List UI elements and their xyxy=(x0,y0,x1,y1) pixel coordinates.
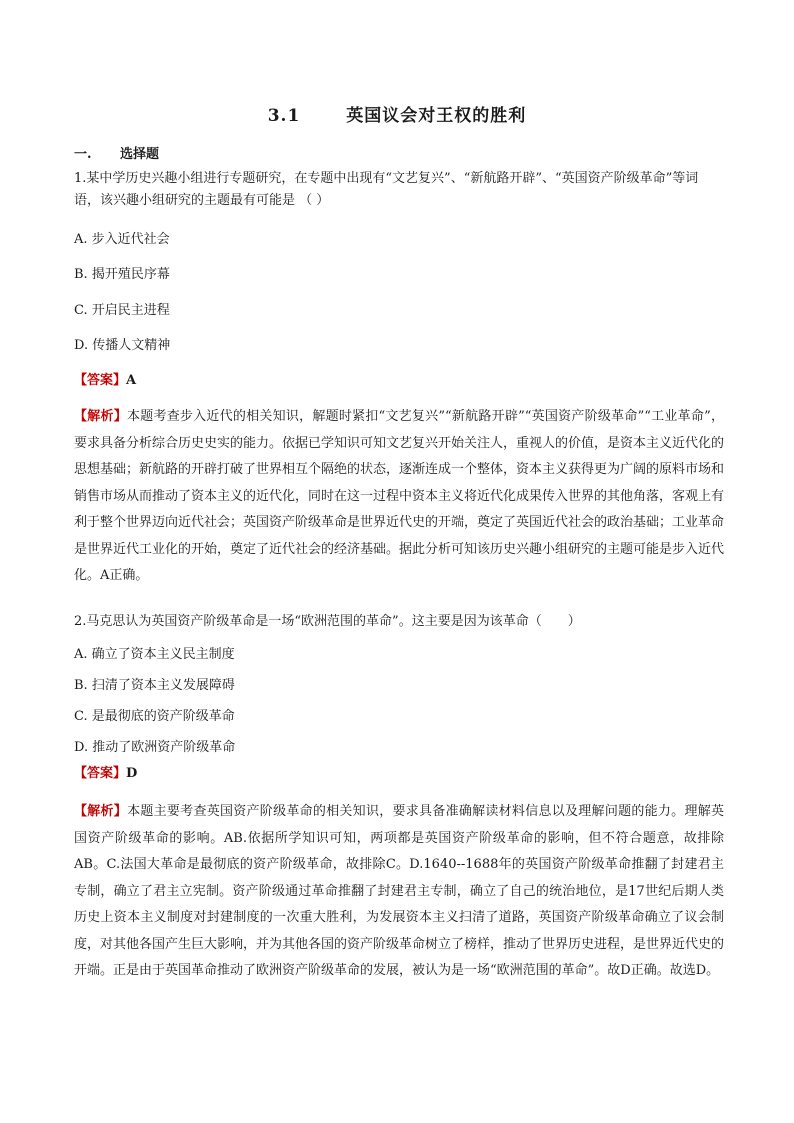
question-2-answer xyxy=(74,763,724,785)
question-1-option-c: C. 开启民主进程 xyxy=(74,303,170,318)
question-1-analysis xyxy=(74,404,724,590)
analysis-tag: 【解析】 xyxy=(74,804,128,819)
title-text: 英国议会对王权的胜利 xyxy=(346,106,527,126)
section-heading xyxy=(74,146,159,164)
answer-tag: 【答案】 xyxy=(74,373,127,388)
analysis-tag: 【解析】 xyxy=(74,409,127,424)
question-1-option-a: A. 步入近代社会 xyxy=(74,232,170,247)
question-1-answer xyxy=(74,370,724,392)
question-2-option-d: D. 推动了欧洲资产阶级革命 xyxy=(74,740,236,755)
title-number: 3.1 xyxy=(267,106,301,126)
question-2-option-c: C. 是最彻底的资产阶级革命 xyxy=(74,709,235,724)
question-2-option-b: B. 扫清了资本主义发展障碍 xyxy=(74,678,235,693)
section-label: 选择题 xyxy=(120,147,160,162)
analysis-text: 本题考查步入近代的相关知识，解题时紧扣“文艺复兴”“新航路开辟”“英国资产阶级革命”“工业革命”，要求具备分析综合历史史实的能力。依据已学知识可知文艺复兴开始关注人，重视人的价值，是资本主义近代化的思想基础；新航路的开辟打破了世界相互个隔绝的状态，逐渐连成一个整体，资本主义获得更为广阔的原料市场和销售市场从而推动了资本主义的近代化，同时在这一过程中资本主义将近代化成果传入世界的其他角落，客观上有利于整个世界迈向近代社会；英国资产阶级革命是世界近代史的开端，奠定了英国近代社会的政治基础；工业革命是世界近代工业化的开始，奠定了近代社会的经济基础。据此分析可知该历史兴趣小组研究的主题可能是步入近代化。A正确。 xyxy=(74,409,725,583)
question-2-option-a: A. 确立了资本主义民主制度 xyxy=(74,647,235,662)
answer-value: D xyxy=(126,766,138,781)
question-1-option-d: D. 传播人文精神 xyxy=(74,338,171,353)
question-2-analysis xyxy=(74,799,724,985)
question-1-stem: 1.某中学历史兴趣小组进行专题研究，在专题中出现有“文艺复兴”、“新航路开辟”、“英国资产阶级革命”等词语，该兴趣小组研究的主题最有可能是 （ ） xyxy=(74,171,699,208)
page-title xyxy=(0,104,794,128)
question-2-stem: 2.马克思认为英国资产阶级革命是一场“欧洲范围的革命”。这主要是因为该革命（ ） xyxy=(74,614,581,629)
answer-value: A xyxy=(126,373,137,388)
question-1-option-b: B. 揭开殖民序幕 xyxy=(74,267,170,282)
answer-tag: 【答案】 xyxy=(74,766,127,781)
analysis-text: 本题主要考查英国资产阶级革命的相关知识，要求具备准确解读材料信息以及理解问题的能力。理解英国资产阶级革命的影响。AB.依据所学知识可知，两项都是英国资产阶级革命的影响，但不符合题意，故排除AB。C.法国大革命是最彻底的资产阶级革命，故排除C。D.1640--1688年的英国资产阶级革命推翻了封建君主专制，确立了君主立宪制。资产阶级通过革命推翻了封建君主专制，确立了自己的统治地位，是17世纪后期人类历史上资本主义制度对封建制度的一次重大胜利，为发展资本主义扫清了道路，英国资产阶级革命确立了议会制度，对其他各国产生巨大影响，并为其他各国的资产阶级革命树立了榜样，推动了世界历史进程，是世界近代史的开端。正是由于英国革命推动了欧洲资产阶级革命的发展，被认为是一场“欧洲范围的革命”。故D正确。故选D。 xyxy=(74,804,725,978)
section-number: 一. xyxy=(74,147,92,162)
